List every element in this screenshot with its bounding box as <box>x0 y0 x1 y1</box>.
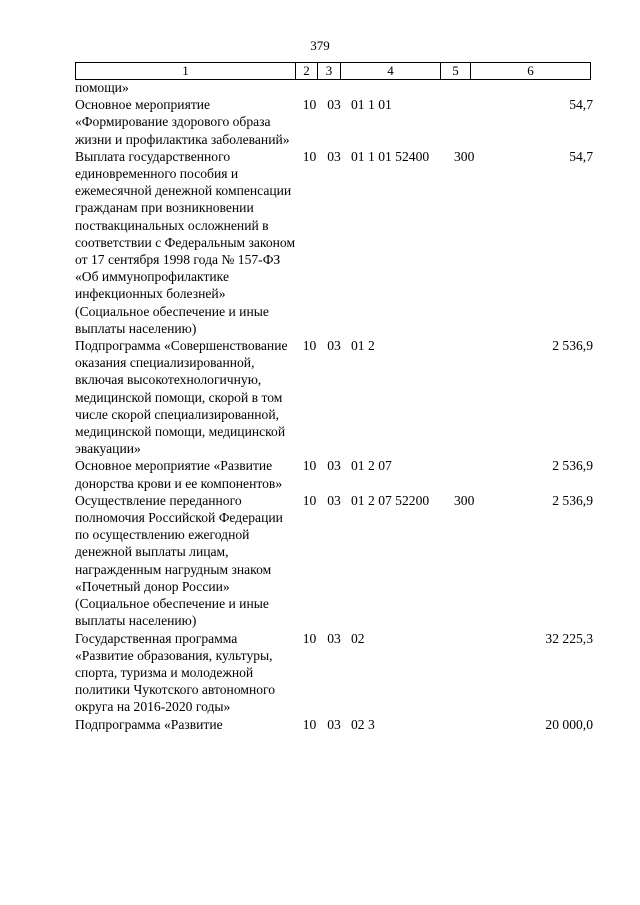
row-amount: 54,7 <box>569 97 593 113</box>
row-section: 10 <box>302 630 317 646</box>
row-name: Подпрограмма «Развитие <box>75 716 223 732</box>
row-section: 10 <box>302 148 317 164</box>
row-expense-type: 300 <box>454 492 475 508</box>
row-name: помощи» <box>75 80 129 95</box>
row-amount: 2 536,9 <box>552 492 593 508</box>
table-row <box>75 716 593 733</box>
column-header-5: 5 <box>441 63 471 80</box>
table-row <box>75 630 593 716</box>
column-header-2: 2 <box>296 63 318 80</box>
row-subsection: 03 <box>327 492 341 508</box>
table-row <box>75 457 593 491</box>
column-header-1: 1 <box>76 63 296 80</box>
row-target-code: 02 3 <box>351 716 375 732</box>
table-row <box>75 337 593 457</box>
row-amount: 2 536,9 <box>552 458 593 474</box>
row-subsection: 03 <box>327 338 341 354</box>
row-section: 10 <box>302 492 317 508</box>
row-name: Осуществление переданного полномочия Российской Федерации по осуществлению ежегодной денежной выплаты лицам, награжденным нагрудным знаком «Почетный донор России» (Социальное обеспечение и иные выплаты населению) <box>75 492 283 629</box>
row-subsection: 03 <box>327 97 341 113</box>
page-number: 379 <box>310 38 330 53</box>
table-row <box>75 148 593 337</box>
column-header-3: 3 <box>318 63 341 80</box>
row-name: Подпрограмма «Совершенствование оказания специализированной, включая высокотехнологичную, медицинской помощи, скорой в том числе скорой специализированной, медицинской помощи, медицинской эвакуации» <box>75 338 288 457</box>
row-amount: 2 536,9 <box>552 338 593 354</box>
row-section: 10 <box>302 458 317 474</box>
row-name: Основное мероприятие «Развитие донорства крови и ее компонентов» <box>75 458 283 491</box>
row-section: 10 <box>302 338 317 354</box>
column-header-row <box>76 63 591 80</box>
column-header-6: 6 <box>471 63 591 80</box>
row-target-code: 01 2 07 52200 <box>351 492 430 508</box>
table-row <box>75 492 593 630</box>
row-target-code: 01 2 <box>351 338 375 354</box>
row-target-code: 02 <box>351 630 365 646</box>
row-subsection: 03 <box>327 458 341 474</box>
column-header-table <box>75 62 591 80</box>
row-amount: 54,7 <box>569 148 593 164</box>
row-amount: 32 225,3 <box>545 630 593 646</box>
row-target-code: 01 1 01 <box>351 97 392 113</box>
row-name: Государственная программа «Развитие образования, культуры, спорта, туризма и молодежной политики Чукотского автономного округа на 2016-2020 годы» <box>75 630 276 715</box>
row-section: 10 <box>302 97 317 113</box>
row-subsection: 03 <box>327 630 341 646</box>
row-name: Основное мероприятие «Формирование здорового образа жизни и профилактика заболеваний» <box>75 97 290 147</box>
row-expense-type: 300 <box>454 148 475 164</box>
table-row <box>75 79 593 96</box>
row-name: Выплата государственного единовременного пособия и ежемесячной денежной компенсации гражданам при возникновении поствакцинальных осложнений в соответствии с Федеральным законом от 17 сентября 1998 года № 157-ФЗ «Об иммунопрофилактике инфекционных болезней» (Социальное обеспечение и иные выплаты населению) <box>75 148 296 336</box>
row-amount: 20 000,0 <box>545 716 593 732</box>
budget-rows <box>75 79 593 733</box>
table-row <box>75 96 593 148</box>
row-subsection: 03 <box>327 148 341 164</box>
row-section: 10 <box>302 716 317 732</box>
row-target-code: 01 2 07 <box>351 458 392 474</box>
row-subsection: 03 <box>327 716 341 732</box>
column-header-4: 4 <box>341 63 441 80</box>
row-target-code: 01 1 01 52400 <box>351 148 430 164</box>
